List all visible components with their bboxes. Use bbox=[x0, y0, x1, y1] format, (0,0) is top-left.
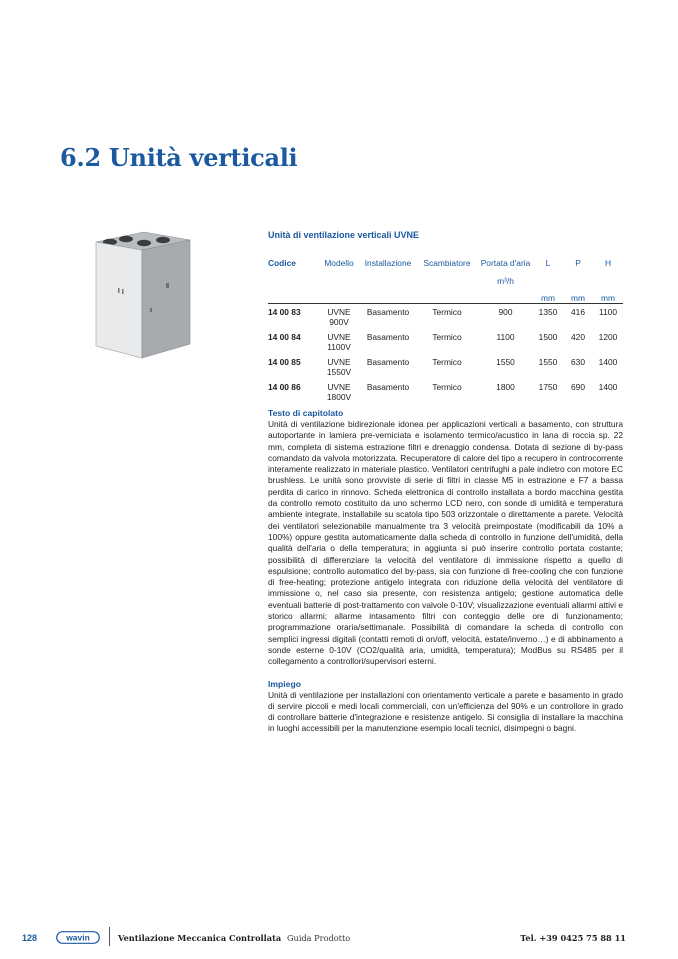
table-units-row bbox=[268, 276, 623, 293]
footer-divider bbox=[109, 927, 110, 946]
page-footer bbox=[0, 930, 678, 946]
table-row bbox=[268, 329, 623, 354]
cell-codice: 14 00 83 bbox=[268, 307, 301, 317]
cell-modello: UVNE 1550V bbox=[326, 357, 352, 377]
wavin-logo bbox=[56, 931, 100, 944]
cell-h: 1100 bbox=[598, 307, 617, 317]
header-scambiatore: Scambiatore bbox=[423, 258, 471, 268]
cell-l: 1550 bbox=[538, 357, 558, 367]
cell-portata: 1800 bbox=[496, 382, 515, 392]
impiego-text: Unità di ventilazione per installazioni con orientamento verticale a parete e basamento in grado di servire piccoli e medi locali commerciali, con un'efficienza del 90% e un controllore in grado di controllare batterie d'integrazione e resistenze antigelo. Si consiglia di installare la macchina in luoghi accessibili per la manutenzione esempio locali tecnici, disimpegni o bagni. bbox=[268, 689, 623, 734]
cell-p: 416 bbox=[571, 307, 585, 317]
cell-modello: UVNE 1800V bbox=[326, 382, 352, 402]
table-row bbox=[268, 304, 623, 330]
cell-h: 1400 bbox=[598, 357, 618, 367]
header-portata: Portata d'aria bbox=[480, 258, 531, 268]
cell-portata: 900 bbox=[498, 307, 513, 317]
unit-h: mm bbox=[593, 293, 623, 304]
cell-portata: 1550 bbox=[496, 357, 515, 367]
cell-p: 420 bbox=[571, 332, 585, 342]
cell-modello: UVNE 1100V bbox=[327, 332, 351, 352]
table-row bbox=[268, 379, 623, 404]
unit-p: mm bbox=[563, 293, 593, 304]
spec-table bbox=[268, 258, 623, 404]
table-header-row bbox=[268, 258, 623, 276]
cell-h: 1200 bbox=[598, 332, 618, 342]
impiego-heading: Impiego bbox=[268, 678, 301, 689]
footer-phone: Tel. +39 0425 75 88 11 bbox=[520, 933, 626, 943]
cell-modello: UVNE 900V bbox=[327, 307, 351, 327]
cell-installazione: Basamento bbox=[366, 307, 410, 317]
cell-scambiatore: Termico bbox=[432, 357, 462, 367]
cell-portata: 1100 bbox=[496, 332, 515, 342]
page-number: 128 bbox=[22, 933, 38, 943]
cell-l: 1500 bbox=[538, 332, 558, 342]
unit-portata: m³/h bbox=[497, 276, 514, 286]
header-installazione: Installazione bbox=[364, 258, 412, 268]
capitolato-text: Unità di ventilazione bidirezionale idonea per applicazioni verticali a basamento, con struttura autoportante in lamiera pre-verniciata e isolamento termico/acustico in lana di roccia sp. 22 mm, completa di sistema estrazione filtri e drenaggio condensa. Dotata di sezione di by-pass comandato da valvola motorizzata. Recuperatore di calore del tipo a recupero in controcorrente interamente realizzato in materiale plastico. Ventilatori centrifughi a pale indietro con motore EC brushless. Le unità sono provviste di serie di filtri in classe M5 in estrazione e F7 a bassa perdita di carico in rinnovo. Scheda elettronica di controllo installata a bordo macchina gestita da controllo remoto costituito da uno schermo LCD nero, con sonde di umidità e temperatura ambiente integrate, installabile su scatola tipo 503 orizzontale o direttamente a parete. Velocità dei ventilatori selezionabile manualmente tra 3 velocità preimpostate (modificabili da 10% a 100%) oppure gestita automaticamente dalla scheda di controllo in funzione dell'umidità, della qualità dell'aria o della temperatura; in aggiunta si può inserire controllo portata costante; possibilità di differenziare la velocità del ventilatore di immissione rispetto a quello di espulsione; controllo automatico del by-pass, sia con funzione di free-cooling che con funzione di free-heating; protezione antigelo integrata con riduzione della velocità del ventilatore di immissione o, nel caso sia presente, con resistenza antigelo; gestione automatica delle eventuali batterie di post-trattamento con valvole 0-10V; visualizzazione eventuali allarmi attivi e storico allarmi; allarme intasamento filtri con conteggio delle ore di funzionamento; programmazione oraria/settimanale. Possibilità di comandare la scheda di controllo con semplici ingressi digitali (contatti remoti di on/off, velocità, estate/inverno…) e di abbinamento a sonde esterne 0-10V (CO2/qualità aria, umidità, temperatura); ModBus su RS485 per il collegamento a controllori/supervisori esterni. bbox=[268, 419, 623, 667]
unit-l: mm bbox=[533, 293, 563, 304]
footer-title: Ventilazione Meccanica Controllata bbox=[118, 933, 282, 943]
capitolato-heading: Testo di capitolato bbox=[268, 408, 344, 418]
header-modello: Modello bbox=[324, 258, 354, 268]
cell-l: 1750 bbox=[538, 382, 558, 392]
header-h: H bbox=[604, 258, 612, 268]
cell-scambiatore: Termico bbox=[432, 307, 462, 317]
cell-scambiatore: Termico bbox=[432, 382, 462, 392]
cell-p: 630 bbox=[571, 357, 585, 367]
cell-codice: 14 00 86 bbox=[268, 382, 301, 392]
cell-l: 1350 bbox=[538, 307, 558, 317]
header-l: L bbox=[545, 258, 551, 268]
cell-codice: 14 00 85 bbox=[268, 357, 301, 367]
section-title: 6.2 Unità verticali bbox=[60, 143, 298, 172]
cell-scambiatore: Termico bbox=[432, 332, 462, 342]
table-caption: Unità di ventilazione verticali UVNE bbox=[268, 230, 420, 240]
ventilation-unit-image bbox=[84, 228, 194, 363]
product-content bbox=[268, 230, 623, 735]
header-p: P bbox=[575, 258, 581, 268]
header-codice: Codice bbox=[268, 258, 296, 268]
cell-installazione: Basamento bbox=[366, 357, 410, 367]
cell-installazione: Basamento bbox=[366, 332, 410, 342]
footer-subtitle: Guida Prodotto bbox=[287, 933, 351, 943]
cell-p: 690 bbox=[571, 382, 585, 392]
cell-codice: 14 00 84 bbox=[268, 332, 301, 342]
wavin-logo-text: wavin bbox=[66, 932, 90, 943]
cell-h: 1400 bbox=[598, 382, 618, 392]
table-mm-row bbox=[268, 293, 623, 304]
table-row bbox=[268, 354, 623, 379]
cell-installazione: Basamento bbox=[366, 382, 410, 392]
